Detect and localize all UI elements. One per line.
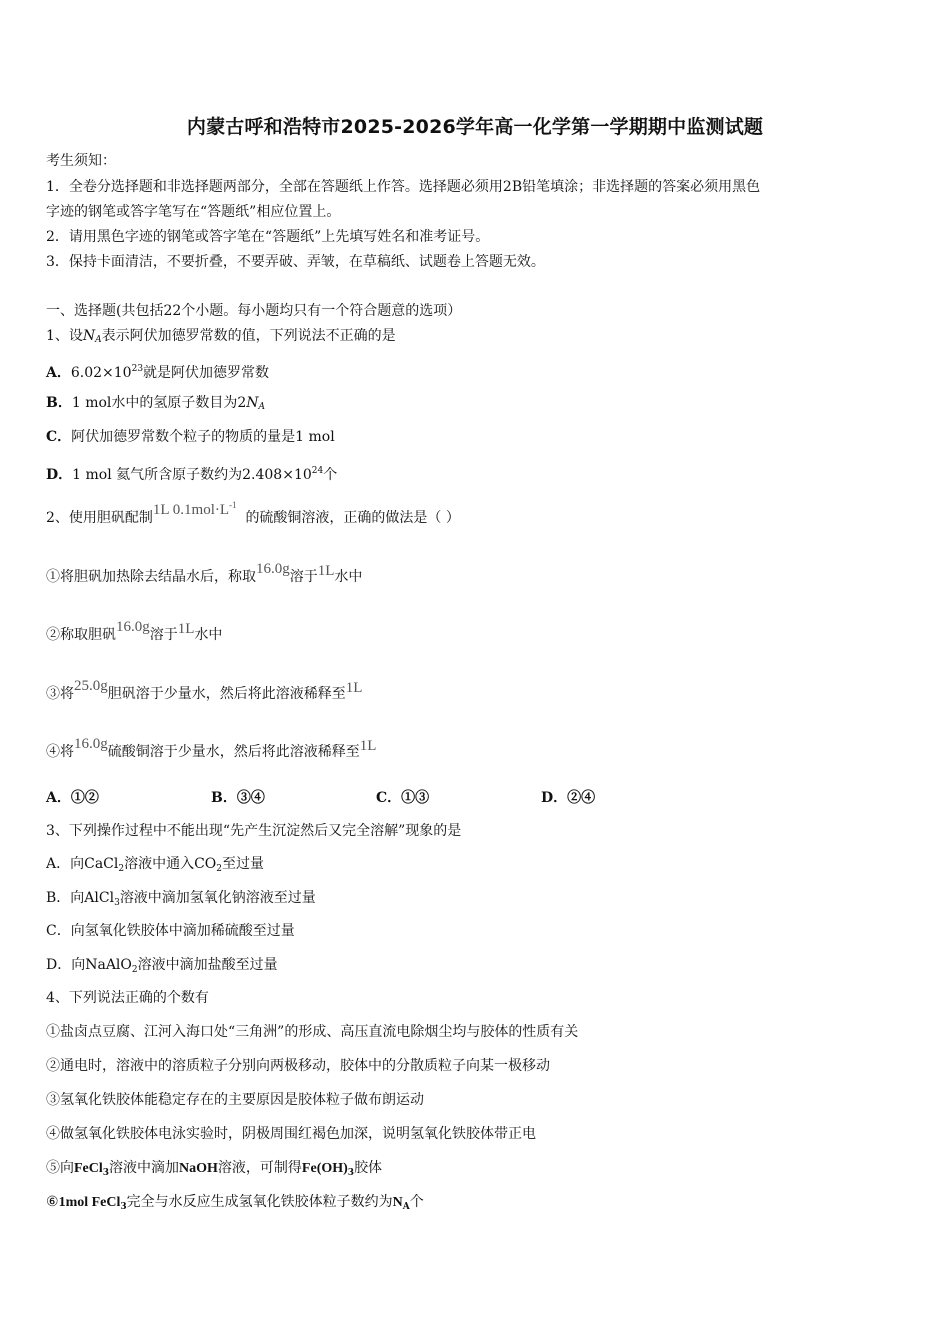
q4-statement-4: ④做氢氧化铁胶体电泳实验时，阴极周围红褐色加深，说明氢氧化铁胶体带正电 (46, 1126, 536, 1142)
q2-choice-a: A．①② (46, 790, 99, 806)
notice-heading: 考生须知： (46, 153, 116, 169)
q3-option-b: B．向AlCl$_3$溶液中滴加氢氧化钠溶液至过量 (46, 890, 316, 908)
q4-statement-3: ③氢氧化铁胶体能稳定存在的主要原因是胶体粒子做布朗运动 (46, 1092, 424, 1108)
q2-choice-c: C．①③ (376, 790, 430, 806)
q4-statement-1: ①盐卤点豆腐、江河入海口处“三角洲”的形成、高压直流电除烟尘均与胶体的性质有关 (46, 1024, 579, 1040)
q2-choice-d: D．②④ (541, 790, 596, 806)
q2-statement-4: ④将16.0g硫酸铜溶于少量水，然后将此溶液稀释至1L (46, 736, 377, 760)
q1-stem: 1、设NA表示阿伏加德罗常数的值，下列说法不正确的是 (46, 328, 396, 345)
q4-statement-2: ②通电时，溶液中的溶质粒子分别向两极移动，胶体中的分散质粒子向某一极移动 (46, 1058, 550, 1074)
q3-option-c: C．向氢氧化铁胶体中滴加稀硫酸至过量 (46, 923, 295, 939)
q2-statement-3: ③将25.0g胆矾溶于少量水，然后将此溶液稀释至1L (46, 678, 363, 702)
q3-stem: 3、下列操作过程中不能出现“先产生沉淀然后又完全溶解”现象的是 (46, 823, 462, 839)
page-title: 内蒙古呼和浩特市2025-2026学年高一化学第一学期期中监测试题 (186, 116, 764, 138)
notice-line-1a: 1．全卷分选择题和非选择题两部分，全部在答题纸上作答。选择题必须用2B铅笔填涂；非选择题的答案必须用黑色 (46, 179, 761, 195)
q2-statement-1: ①将胆矾加热除去结晶水后，称取16.0g溶于1L水中 (46, 561, 363, 585)
q3-option-d: D．向NaAlO$_2$溶液中滴加盐酸至过量 (46, 957, 278, 975)
q4-statement-5: ⑤向FeCl$_3$溶液中滴加NaOH溶液，可制得$Fe(OH)_3$胶体 (46, 1160, 383, 1178)
q4-stem: 4、下列说法正确的个数有 (46, 990, 209, 1006)
notice-line-1b: 字迹的钢笔或答字笔写在“答题纸”相应位置上。 (46, 204, 341, 220)
q4-statement-6: ⑥1mol FeCl$_3$完全与水反应生成氢氧化铁胶体粒子数约为$N_A$个 (46, 1194, 424, 1212)
notice-line-3: 3．保持卡面清洁，不要折叠，不要弄破、弄皱，在草稿纸、试题卷上答题无效。 (46, 254, 545, 270)
section-heading: 一、选择题(共包括22个小题。每小题均只有一个符合题意的选项） (46, 303, 462, 319)
q1-option-b: B．1 mol水中的氢原子数目为2NA (46, 395, 266, 412)
notice-line-2: 2．请用黑色字迹的钢笔或答字笔在“答题纸”上先填写姓名和准考证号。 (46, 229, 490, 245)
q2-stem: 2、使用胆矾配制1L $0.1mol\cdot L^{-1}$ 的硫酸铜溶液，正确的做法是（ ） (46, 500, 460, 526)
q1-option-d: D．1 mol 氦气所含原子数约为$2.408\times 10^{24}$个 (46, 466, 338, 483)
q1-option-a: A．$6.02\times 10^{23}$就是阿伏加德罗常数 (46, 364, 270, 381)
q2-choice-b: B．③④ (211, 790, 265, 806)
q1-option-c: C．阿伏加德罗常数个粒子的物质的量是1 mol (46, 429, 335, 445)
q3-option-a: A．向CaCl$_2$溶液中通入$CO_2$至过量 (46, 856, 265, 874)
q2-statement-2: ②称取胆矾16.0g溶于1L水中 (46, 619, 223, 643)
